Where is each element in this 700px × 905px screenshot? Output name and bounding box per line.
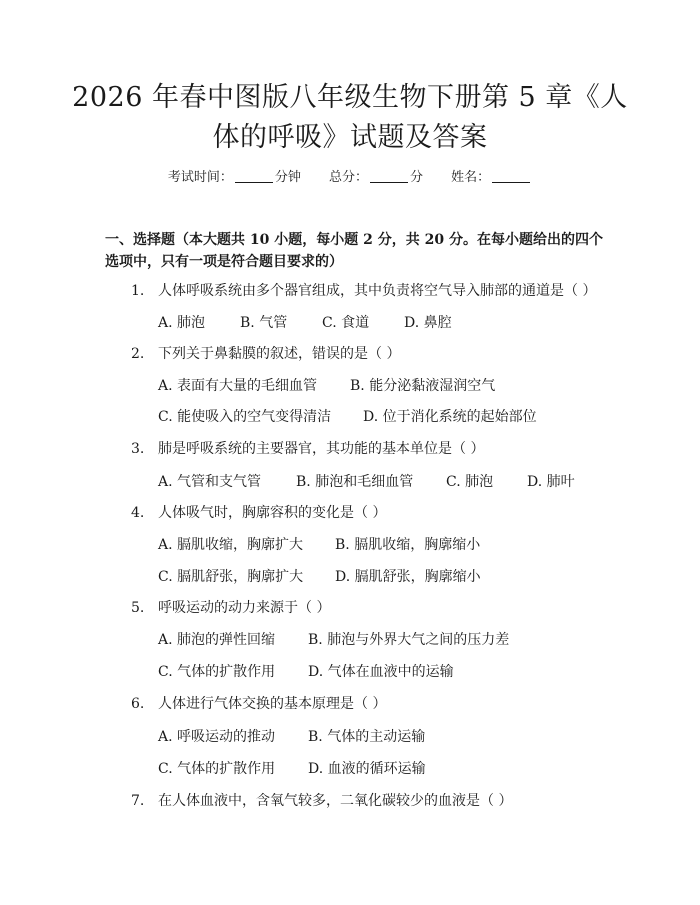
question-4-options-row1 [158, 535, 480, 555]
question-5 [131, 598, 330, 618]
option-c: C. 气体的扩散作用 [158, 761, 276, 777]
question-4 [131, 503, 386, 523]
question-number: 5. [131, 600, 145, 616]
option-c: C. 食道 [322, 315, 370, 331]
option-d: D. 气体在血液中的运输 [308, 664, 454, 680]
question-number: 7. [131, 793, 145, 809]
question-6 [131, 694, 386, 714]
question-stem: 人体吸气时，胸廓容积的变化是（ ） [158, 505, 387, 521]
option-c: C. 肺泡 [446, 474, 494, 490]
question-number: 1. [131, 283, 145, 299]
question-stem: 人体呼吸系统由多个器官组成，其中负责将空气导入肺部的通道是（ ） [158, 283, 597, 299]
question-7 [131, 791, 512, 811]
total-score-field [329, 170, 423, 185]
option-b: B. 气体的主动运输 [308, 729, 426, 745]
option-d: D. 血液的循环运输 [308, 761, 426, 777]
question-5-options-row2 [158, 662, 454, 682]
option-a: A. 呼吸运动的推动 [158, 729, 276, 745]
question-2-options-row1 [158, 376, 495, 396]
option-c: C. 膈肌舒张，胸廓扩大 [158, 569, 304, 585]
option-a: A. 肺泡的弹性回缩 [158, 632, 276, 648]
student-name-blank [492, 169, 530, 183]
question-6-options-row1 [158, 727, 425, 747]
option-a: A. 气管和支气管 [158, 474, 262, 490]
question-stem: 下列关于鼻黏膜的叙述，错误的是（ ） [158, 346, 401, 362]
section-heading: 一、选择题（本大题共 10 小题，每小题 2 分，共 20 分。在每小题给出的四个选项中，只有一项是符合题目要求的） [105, 232, 603, 270]
option-b: B. 能分泌黏液湿润空气 [350, 378, 496, 394]
question-number: 6. [131, 696, 145, 712]
question-6-options-row2 [158, 759, 426, 779]
question-stem: 呼吸运动的动力来源于（ ） [158, 600, 331, 616]
question-2 [131, 344, 400, 364]
student-name-label: 姓名： [451, 170, 491, 185]
exam-time-label: 考试时间： [167, 170, 233, 185]
question-1 [131, 281, 596, 301]
option-a: A. 表面有大量的毛细血管 [158, 378, 318, 394]
option-d: D. 膈肌舒张，胸廓缩小 [335, 569, 481, 585]
question-3-options [158, 472, 575, 492]
option-c: C. 能使吸入的空气变得清洁 [158, 409, 332, 425]
question-4-options-row2 [158, 567, 481, 587]
question-5-options-row1 [158, 630, 509, 650]
question-3 [131, 439, 484, 459]
question-stem: 人体进行气体交换的基本原理是（ ） [158, 696, 387, 712]
exam-time-field [168, 170, 301, 185]
question-stem: 肺是呼吸系统的主要器官，其功能的基本单位是（ ） [158, 441, 485, 457]
option-b: B. 肺泡与外界大气之间的压力差 [308, 632, 510, 648]
question-2-options-row2 [158, 407, 537, 427]
exam-info-line [0, 169, 700, 187]
option-d: D. 位于消化系统的起始部位 [363, 409, 537, 425]
student-name-field [451, 170, 532, 185]
option-d: D. 鼻腔 [404, 315, 452, 331]
question-number: 4. [131, 505, 145, 521]
option-c: C. 气体的扩散作用 [158, 664, 276, 680]
option-b: B. 膈肌收缩，胸廓缩小 [335, 537, 481, 553]
exam-time-unit: 分钟 [274, 170, 301, 185]
total-score-label: 总分： [328, 170, 368, 185]
option-d: D. 肺叶 [527, 474, 575, 490]
option-a: A. 肺泡 [158, 315, 206, 331]
question-1-options [158, 313, 452, 333]
exam-time-blank [235, 169, 273, 183]
question-number: 3. [131, 441, 145, 457]
total-score-blank [370, 169, 408, 183]
question-stem: 在人体血液中，含氧气较多，二氧化碳较少的血液是（ ） [158, 793, 513, 809]
option-b: B. 肺泡和毛细血管 [296, 474, 414, 490]
page-title: 2026 年春中图版八年级生物下册第 5 章《人体的呼吸》试题及答案 [72, 82, 628, 153]
question-number: 2. [131, 346, 145, 362]
option-a: A. 膈肌收缩，胸廓扩大 [158, 537, 304, 553]
option-b: B. 气管 [240, 315, 288, 331]
total-score-unit: 分 [410, 170, 424, 185]
